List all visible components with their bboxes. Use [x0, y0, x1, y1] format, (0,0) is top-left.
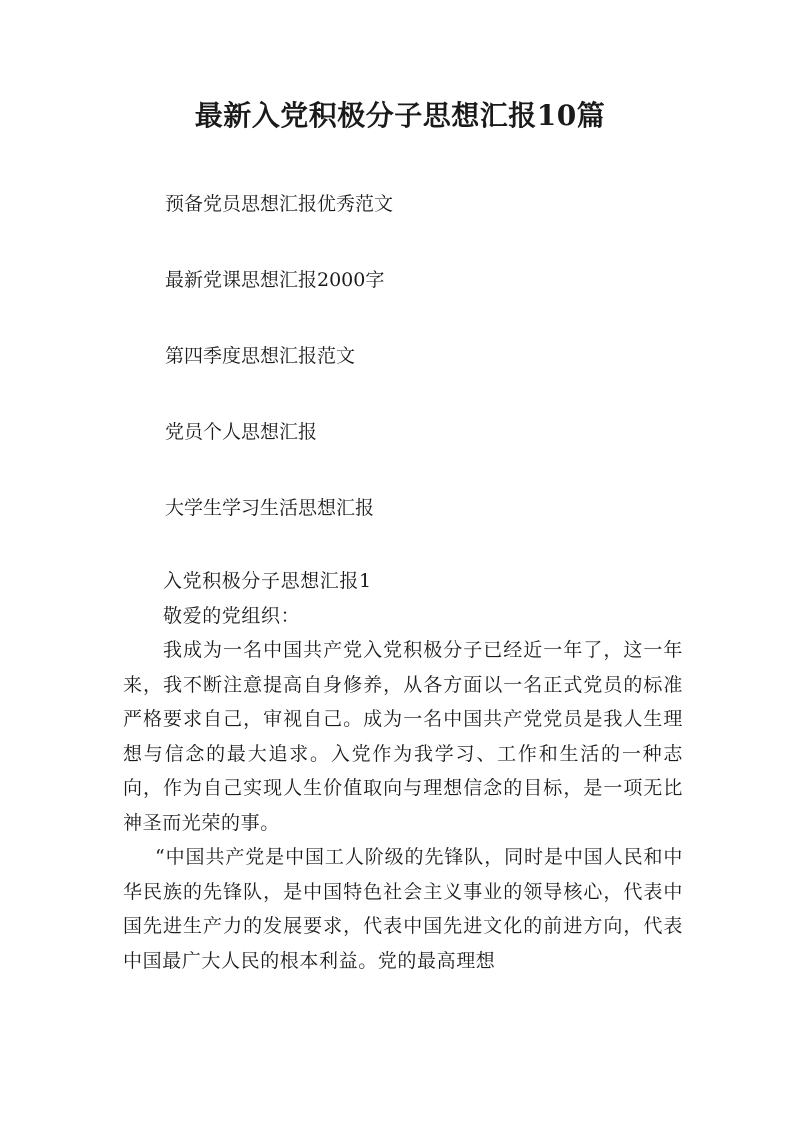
document-title: 最新入党积极分子思想汇报10篇: [194, 99, 606, 132]
section-heading: 入党积极分子思想汇报1: [163, 570, 372, 592]
toc-item: 大学生学习生活思想汇报: [165, 497, 375, 519]
body-paragraph: 我成为一名中国共产党入党积极分子已经近一年了，这一年来，我不断注意提高自身修养，从各方面以一名正式党员的标准严格要求自己，审视自己。成为一名中国共产党党员是我人生理想与信念的最大追求。入党作为我学习、工作和生活的一种志向，作为自己实现人生价值取向与理想信念的目标，是一项无比神圣而光荣的事。: [123, 639, 683, 834]
toc-item: 第四季度思想汇报范文: [165, 345, 356, 367]
toc-item: 党员个人思想汇报: [165, 421, 318, 443]
table-of-contents: [165, 186, 393, 566]
document-body: [123, 564, 683, 978]
toc-item: 预备党员思想汇报优秀范文: [165, 193, 394, 215]
body-paragraph: “中国共产党是中国工人阶级的先锋队，同时是中国人民和中华民族的先锋队，是中国特色社会主义事业的领导核心，代表中国先进生产力的发展要求，代表中国先进文化的前进方向，代表中国最广大人民的根本利益。党的最高理想: [123, 846, 683, 972]
salutation: 敬爱的党组织：: [163, 604, 301, 627]
toc-item: 最新党课思想汇报2000字: [165, 269, 385, 291]
